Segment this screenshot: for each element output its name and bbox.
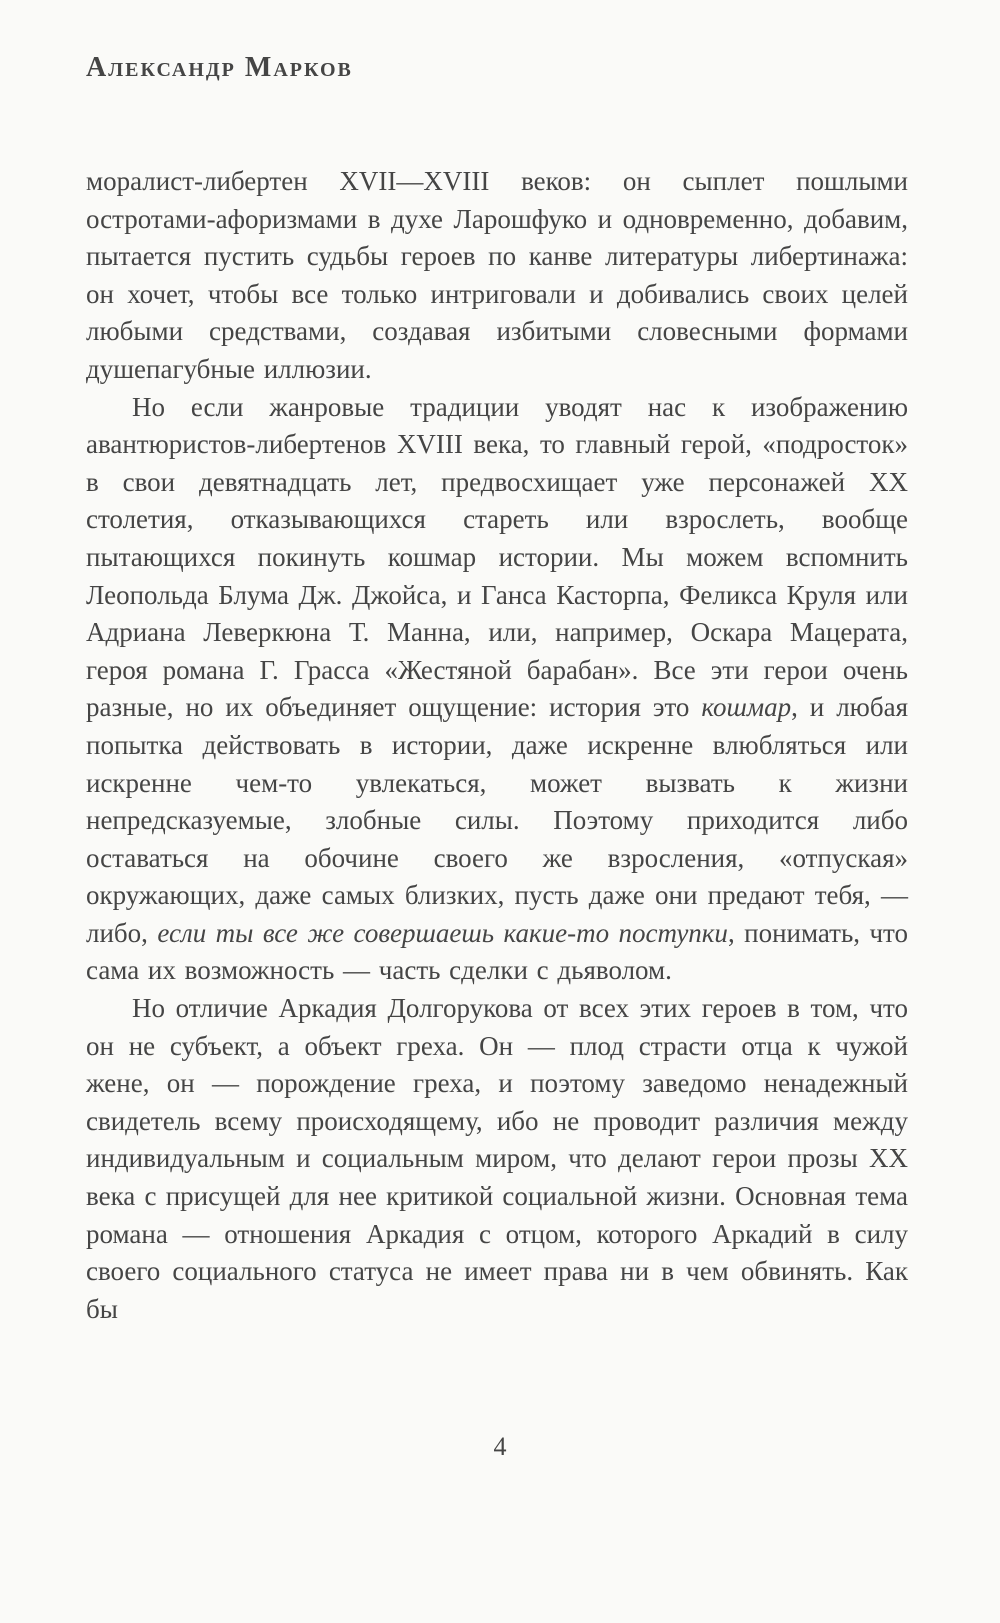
italic-text-segment: кошмар bbox=[701, 692, 792, 723]
italic-text-segment: если ты все же совершаешь какие-то поступки bbox=[157, 917, 728, 948]
text-segment: , понимать, что сама их возможность — часть сделки с дьяволом. bbox=[86, 917, 908, 986]
paragraph-1 bbox=[86, 163, 908, 389]
running-header-author: Александр Марков bbox=[86, 52, 353, 83]
paragraph-2 bbox=[86, 389, 908, 991]
paragraph-3 bbox=[86, 990, 908, 1328]
text-segment: Но если жанровые традиции уводят нас к изображению авантюристов-либертенов XVIII века, то главный герой, «подросток» в свои девятнадцать лет, предвосхищает уже персонажей XX столетия, отказывающихся стареть или взрослеть, вообще пытающихся покинуть кошмар истории. Мы можем вспомнить Леопольда Блума Дж. Джойса, и Ганса Касторпа, Феликса Круля или Адриана Леверкюна Т. Манна, или, например, Оскара Мацерата, героя романа Г. Грасса «Жестяной барабан». Все эти герои очень разные, но их объединяет ощущение: история это bbox=[86, 391, 908, 723]
page-number: 4 bbox=[493, 1432, 507, 1461]
text-segment: Но отличие Аркадия Долгорукова от всех этих героев в том, что он не субъект, а объект греха. Он — плод страсти отца к чужой жене, он — порождение греха, и поэтому заведомо ненадежный свидетель всему происходящему, ибо не проводит различия между индивидуальным и социальным миром, что делают герои прозы XX века с присущей для нее критикой социальной жизни. Основная тема романа — отношения Аркадия с отцом, которого Аркадий в силу своего социального статуса не имеет права ни в чем обвинять. Как бы bbox=[86, 993, 908, 1324]
body-text bbox=[86, 163, 908, 1328]
text-segment: моралист-либертен XVII—XVIII веков: он сыплет пошлыми остротами-афоризмами в духе Ларошфуко и одновременно, добавим, пытается пустить судьбы героев по канве литературы либертинажа: он хочет, чтобы все только интриговали и добивались своих целей любыми средствами, создавая избитыми словесными формами душепагубные иллюзии. bbox=[86, 166, 908, 384]
text-segment: , и любая попытка действовать в истории, даже искренне влюбляться или искренне чем-то увлекаться, может вызвать к жизни непредсказуемые, злобные силы. Поэтому приходится либо оставаться на обочине своего же взросления, «отпуская» окружающих, даже самых близких, пусть даже они предают тебя, — либо, bbox=[86, 692, 908, 948]
